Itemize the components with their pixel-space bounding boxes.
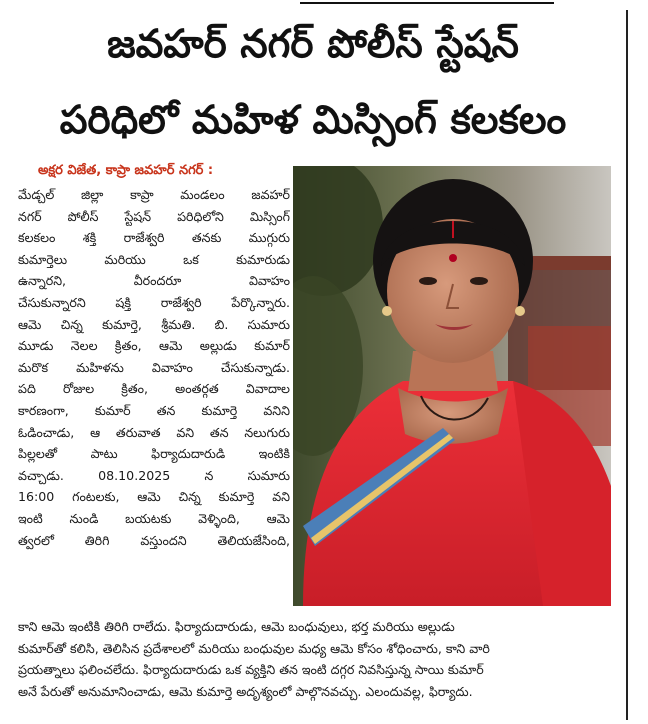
column-text-line: వచ్చాడు. 08.10.2025 న సుమారు	[18, 467, 290, 483]
column-text-line: త్వరలో తిరిగి వస్తుందని తెలియజేసింది,	[18, 532, 290, 548]
column-rule	[626, 10, 628, 720]
column-text-line: చేసుకున్నారని షక్తి రాజేశ్వరి పేర్కొన్నారు.	[18, 294, 290, 310]
full-text-line: కుమార్‌తో కలిసి, తెలిసిన ప్రదేశాలలో మరియు బంధువుల మధ్య ఆమె కోసం శోధించారు, కాని వారి	[18, 640, 490, 656]
column-text-line: ఆమె చిన్న కుమార్తె, శ్రీమతి. బి. సుమారు	[18, 316, 290, 332]
column-text-line: కారణంగా, కుమార్ తన కుమార్తె వనిని	[18, 402, 290, 418]
full-text-line: కాని ఆమె ఇంటికి తిరిగి రాలేదు. ఫిర్యాదుదారుడు, ఆమె బంధువులు, భర్త మరియు అల్లుడు	[18, 619, 455, 634]
column-text-line: ఓడించాడు, ఆ తరువాత వని తన నలుగురు	[18, 424, 290, 440]
column-text-line: కుమార్తెలు మరియు ఒక కుమారుడు	[18, 251, 290, 267]
woman-photo	[293, 166, 611, 606]
full-text-line: ప్రయత్నాలు ఫలించలేదు. ఫిర్యాదుదారుడు ఒక వ్యక్తిని తన ఇంటి దగ్గర నివసిస్తున్న సాయి కుమార్	[18, 662, 484, 678]
column-text-line: పది రోజుల క్రితం, అంతర్గత వివాదాల	[18, 381, 290, 397]
top-rule	[300, 2, 554, 4]
column-text-line: నగర్ పోలీస్ స్టేషన్ పరిధిలోని మిస్సింగ్	[18, 208, 290, 224]
headline-line-2: పరిధిలో మహిళ మిస్సింగ్ కలకలం	[59, 98, 567, 143]
column-text-line: కలకలం శక్తి రాజేశ్వరి తనకు ముగ్గురు	[18, 230, 290, 246]
article-full-width-text	[18, 616, 616, 702]
column-text-line: ఇంటి నుండి బయటకు వెళ్ళింది, ఆమె	[18, 510, 290, 526]
column-text-line: మరొక మహిళను వివాహం చేసుకున్నాడు.	[18, 359, 290, 375]
column-text-line: ఉన్నారని, వీరందరూ వివాహం	[18, 273, 290, 289]
column-text-line: మూడు నెలల క్రితం, ఆమె అల్లుడు కుమార్	[18, 338, 290, 354]
article-column-text	[18, 184, 290, 551]
column-text-line: మేడ్చల్ జిల్లా కాప్రా మండలం జవహర్	[18, 187, 290, 202]
byline: అక్షర విజేత, కాప్రా జవహర్ నగర్ :	[38, 163, 214, 178]
column-text-line: పిల్లలతో పాటు ఫిర్యాదుదారుడి ఇంటికి	[18, 446, 290, 462]
column-text-line: 16:00 గంటలకు, ఆమె చిన్న కుమార్తె వని	[18, 489, 290, 505]
full-text-line: అనే పేరుతో అనుమానించాడు, ఆమె కుమార్తె అదృశ్యంలో పాల్గొనవచ్చు. ఎలందువల్ల, ఫిర్యాదు.	[18, 683, 473, 699]
headline-line-1: జవహర్ నగర్ పోలీస్ స్టేషన్	[107, 22, 519, 67]
